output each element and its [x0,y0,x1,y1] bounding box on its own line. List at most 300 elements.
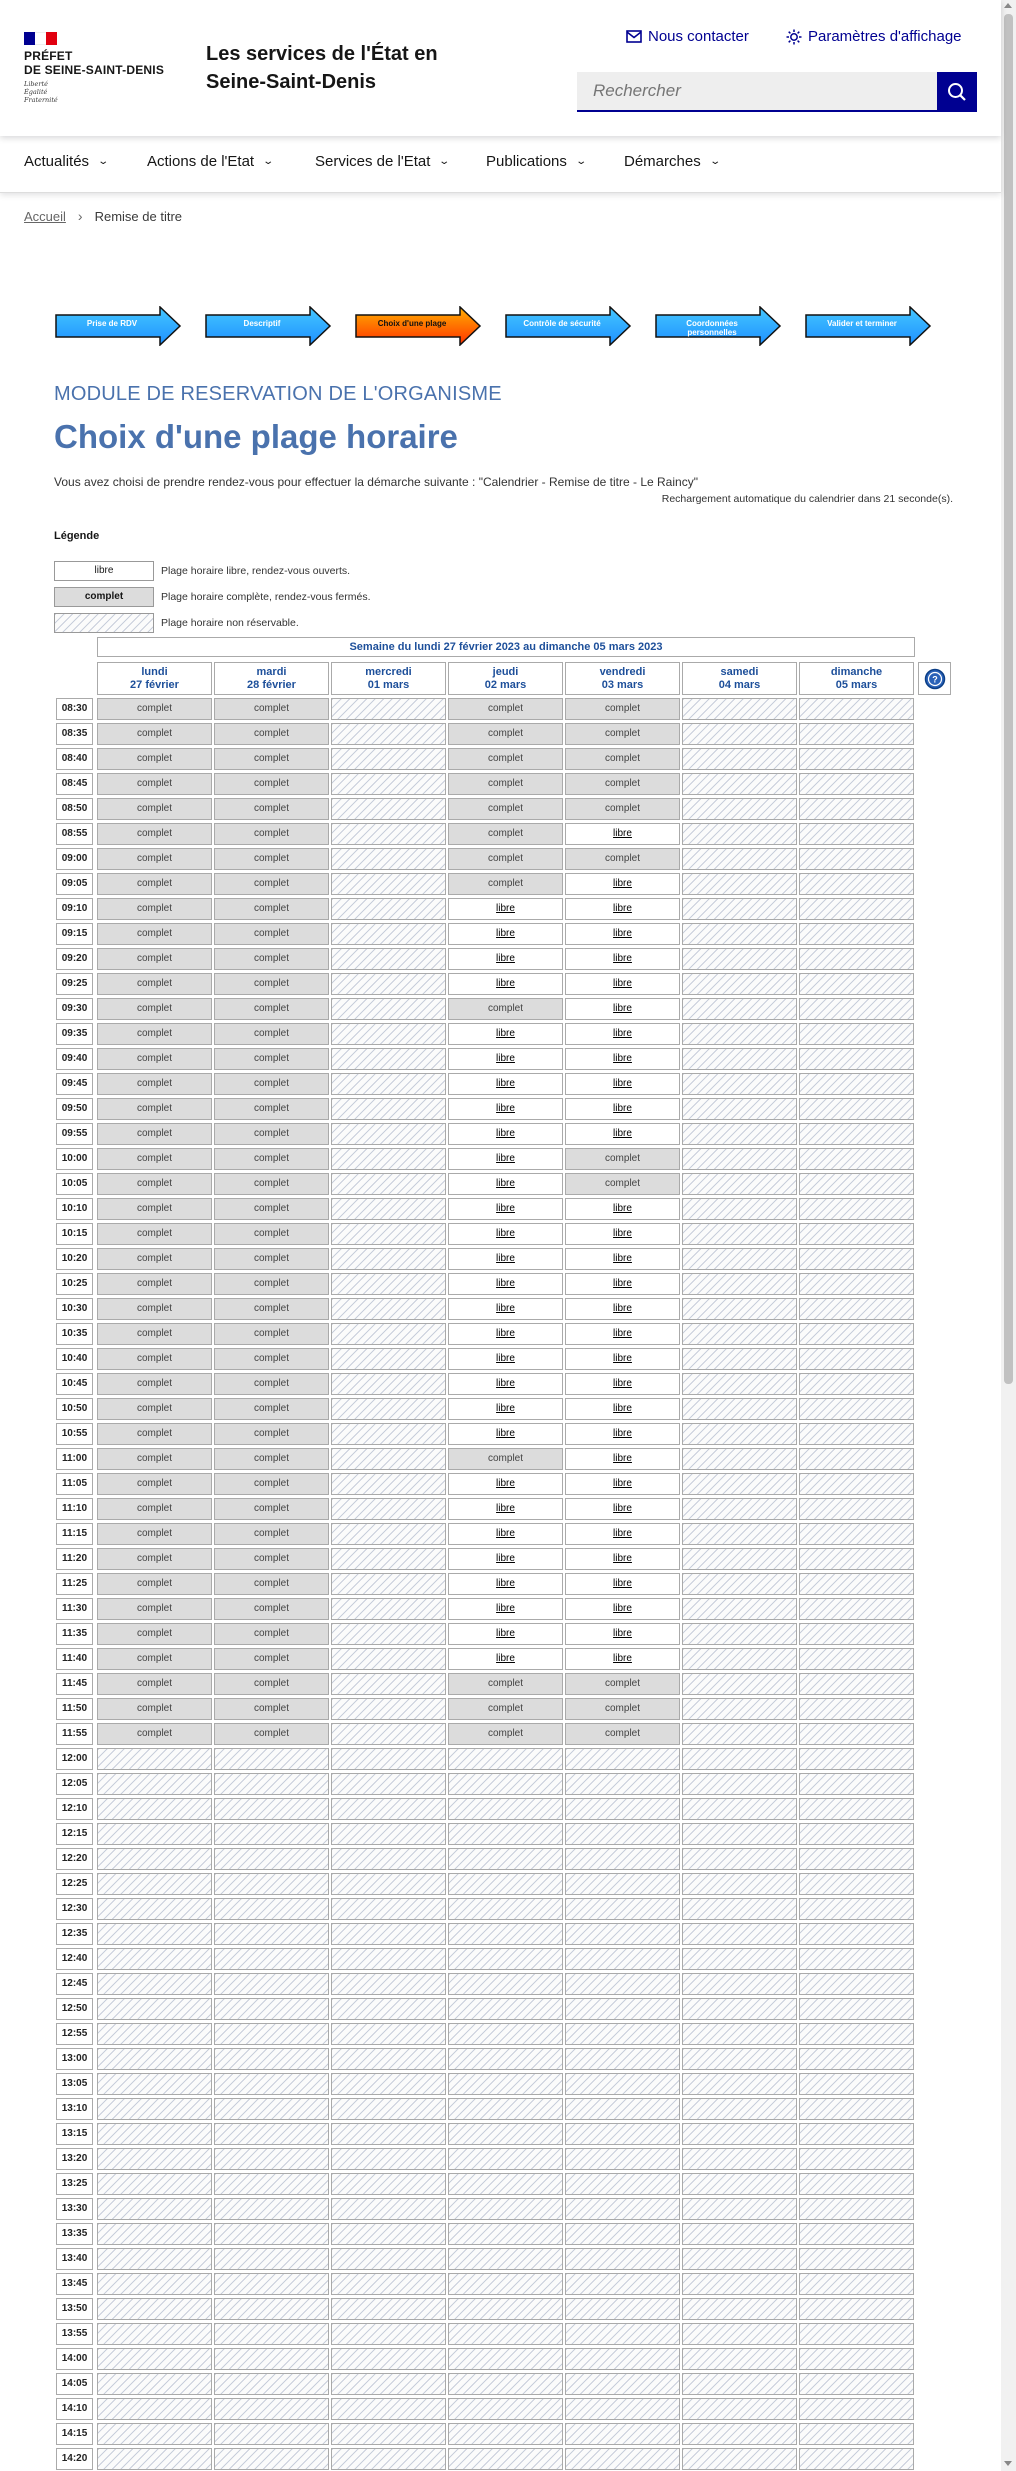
slot-full: complet [214,1448,329,1470]
slot-free-link[interactable]: libre [448,1473,563,1495]
chevron-down-icon: ⌄ [575,156,587,167]
slot-unavailable [682,1998,797,2020]
slot-unavailable [799,2448,914,2470]
slot-unavailable [448,2248,563,2270]
slot-unavailable [799,1398,914,1420]
slot-unavailable [799,2148,914,2170]
slot-unavailable [799,2273,914,2295]
time-label: 09:05 [56,873,93,895]
slot-free-link[interactable]: libre [448,1048,563,1070]
slot-unavailable [97,1873,212,1895]
slot-free-link[interactable]: libre [565,1648,680,1670]
slot-unavailable [331,1273,446,1295]
slot-unavailable [97,2098,212,2120]
slot-unavailable [682,1748,797,1770]
slot-unavailable [331,1223,446,1245]
slot-unavailable [799,923,914,945]
contact-link[interactable] [626,28,749,45]
slot-unavailable [682,2298,797,2320]
slot-unavailable [214,2298,329,2320]
slot-unavailable [682,723,797,745]
slot-unavailable [331,2098,446,2120]
time-label: 14:20 [56,2448,93,2470]
slot-unavailable [331,2123,446,2145]
time-label: 08:35 [56,723,93,745]
time-label: 10:35 [56,1323,93,1345]
slot-free-link[interactable]: libre [565,948,680,970]
prefecture-logo[interactable] [24,32,164,104]
slot-unavailable [565,1748,680,1770]
slot-unavailable [97,2223,212,2245]
slot-free-link[interactable]: libre [448,1623,563,1645]
slot-free-link[interactable]: libre [565,1423,680,1445]
search-icon [947,82,967,102]
time-label: 12:35 [56,1923,93,1945]
slot-unavailable [682,1873,797,1895]
slot-unavailable [682,748,797,770]
slot-free-link[interactable]: libre [565,898,680,920]
slot-unavailable [799,1523,914,1545]
slot-unavailable [682,1923,797,1945]
slot-unavailable [448,1998,563,2020]
slot-unavailable [799,2023,914,2045]
slot-unavailable [214,2423,329,2445]
slot-free-link[interactable]: libre [565,873,680,895]
nav-label: Démarches [624,153,701,170]
slot-free-link[interactable]: libre [448,1198,563,1220]
slot-full: complet [448,1448,563,1470]
display-settings-button[interactable] [786,28,962,45]
prefect-name [24,49,164,77]
slot-free-link[interactable]: libre [565,1498,680,1520]
slot-free-link[interactable]: libre [448,1373,563,1395]
slot-free-link[interactable]: libre [448,923,563,945]
scroll-down-arrow-icon[interactable] [1004,2461,1012,2466]
slot-full: complet [97,1023,212,1045]
step-4 [504,306,632,346]
slot-free-link[interactable]: libre [565,1298,680,1320]
slot-unavailable [331,1623,446,1645]
slot-free-link[interactable]: libre [448,1148,563,1170]
slot-unavailable [214,1998,329,2020]
slot-unavailable [214,1823,329,1845]
slot-unavailable [331,1473,446,1495]
slot-full: complet [214,848,329,870]
slot-unavailable [682,1273,797,1295]
slot-unavailable [331,1598,446,1620]
slot-full: complet [214,823,329,845]
slot-unavailable [682,973,797,995]
slot-unavailable [97,2173,212,2195]
slot-free-link[interactable]: libre [565,1248,680,1270]
slot-unavailable [799,1323,914,1345]
slot-unavailable [565,2073,680,2095]
slot-unavailable [448,2023,563,2045]
time-label: 13:15 [56,2123,93,2145]
slot-free-link[interactable]: libre [448,1323,563,1345]
slot-unavailable [331,2448,446,2470]
time-label: 10:00 [56,1148,93,1170]
slot-unavailable [565,2323,680,2345]
search-input[interactable] [577,72,937,112]
slot-free-link[interactable]: libre [565,1048,680,1070]
time-label: 09:50 [56,1098,93,1120]
slot-unavailable [214,2398,329,2420]
slot-full: complet [214,1548,329,1570]
nav-item-services-etat[interactable] [315,153,449,170]
slot-unavailable [799,1373,914,1395]
slot-full: complet [214,948,329,970]
slot-unavailable [97,2298,212,2320]
time-label: 09:15 [56,923,93,945]
time-label: 11:25 [56,1573,93,1595]
slot-full: complet [97,1548,212,1570]
slot-unavailable [331,1998,446,2020]
slot-unavailable [331,2323,446,2345]
slot-unavailable [799,2398,914,2420]
slot-full: complet [448,723,563,745]
slot-unavailable [331,1773,446,1795]
slot-free-link[interactable]: libre [565,823,680,845]
time-label: 13:50 [56,2298,93,2320]
time-label: 13:00 [56,2048,93,2070]
slot-unavailable [448,2148,563,2170]
slot-unavailable [97,1848,212,1870]
slot-full: complet [565,1673,680,1695]
slot-unavailable [682,1898,797,1920]
time-label: 11:15 [56,1523,93,1545]
slot-free-link[interactable]: libre [448,1548,563,1570]
chevron-down-icon: ⌄ [438,156,451,167]
slot-unavailable [799,2423,914,2445]
scrollbar-thumb[interactable] [1004,14,1013,1384]
slot-unavailable [682,2123,797,2145]
slot-free-link[interactable]: libre [565,1323,680,1345]
slot-unavailable [331,698,446,720]
slot-unavailable [448,2198,563,2220]
slot-unavailable [565,2373,680,2395]
slot-full: complet [97,1298,212,1320]
slot-full: complet [565,748,680,770]
slot-unavailable [682,1398,797,1420]
slot-free-link[interactable]: libre [565,973,680,995]
slot-free-link[interactable]: libre [565,1573,680,1595]
slot-full: complet [214,798,329,820]
slot-unavailable [331,1948,446,1970]
slot-free-link[interactable]: libre [565,1448,680,1470]
slot-full: complet [214,773,329,795]
chevron-down-icon: ⌄ [97,156,110,167]
slot-free-link[interactable]: libre [448,1223,563,1245]
slot-unavailable [799,1423,914,1445]
slot-unavailable [682,848,797,870]
slot-free-link[interactable]: libre [448,1598,563,1620]
time-label: 12:20 [56,1848,93,1870]
svg-text:?: ? [931,674,938,684]
slot-free-link[interactable]: libre [565,1348,680,1370]
slot-unavailable [448,1823,563,1845]
time-label: 12:55 [56,2023,93,2045]
slot-full: complet [448,998,563,1020]
slot-unavailable [799,973,914,995]
slot-unavailable [331,1698,446,1720]
slot-free-link[interactable]: libre [565,1273,680,1295]
slot-free-link[interactable]: libre [448,1423,563,1445]
slot-full: complet [214,1723,329,1745]
time-label: 09:55 [56,1123,93,1145]
slot-full: complet [97,1723,212,1745]
slot-unavailable [214,1798,329,1820]
slot-free-link[interactable]: libre [448,1248,563,1270]
slot-free-link[interactable]: libre [565,1198,680,1220]
slot-unavailable [682,2323,797,2345]
slot-full: complet [97,748,212,770]
slot-full: complet [214,1298,329,1320]
slot-full: complet [97,1223,212,1245]
slot-full: complet [448,698,563,720]
time-label: 12:25 [56,1873,93,1895]
step-label: Choix d'une plage [377,319,447,328]
time-label: 13:45 [56,2273,93,2295]
slot-unavailable [565,2123,680,2145]
slot-unavailable [565,2423,680,2445]
slot-unavailable [682,1973,797,1995]
slot-unavailable [682,1323,797,1345]
slot-unavailable [565,2298,680,2320]
time-label: 10:30 [56,1298,93,1320]
step-label: Prise de RDV [86,319,138,328]
slot-free-link[interactable]: libre [448,973,563,995]
slot-full: complet [97,1673,212,1695]
time-label: 11:30 [56,1598,93,1620]
help-icon [924,668,946,690]
slot-unavailable [682,2448,797,2470]
slot-full: complet [97,823,212,845]
slot-unavailable [682,1648,797,1670]
slot-unavailable [682,1148,797,1170]
slot-free-link[interactable]: libre [565,998,680,1020]
slot-unavailable [214,1948,329,1970]
slot-unavailable [682,898,797,920]
step-label: Coordonnées personnelles [686,319,738,337]
slot-full: complet [214,1123,329,1145]
slot-free-link[interactable]: libre [565,1223,680,1245]
slot-unavailable [448,2298,563,2320]
slot-free-link[interactable]: libre [565,1598,680,1620]
slot-unavailable [97,2123,212,2145]
slot-free-link[interactable]: libre [448,1023,563,1045]
slot-free-link[interactable]: libre [448,1073,563,1095]
slot-full: complet [97,1148,212,1170]
time-label: 11:05 [56,1473,93,1495]
slot-unavailable [799,1448,914,1470]
slot-free-link[interactable]: libre [448,1648,563,1670]
slot-free-link[interactable]: libre [565,1523,680,1545]
slot-free-link[interactable]: libre [565,1023,680,1045]
slot-unavailable [214,2348,329,2370]
slot-free-link[interactable]: libre [448,1298,563,1320]
time-label: 11:20 [56,1548,93,1570]
slot-full: complet [97,1473,212,1495]
slot-unavailable [799,1223,914,1245]
slot-unavailable [799,898,914,920]
slot-unavailable [682,698,797,720]
slot-unavailable [97,2248,212,2270]
slot-free-link[interactable]: libre [448,1573,563,1595]
slot-full: complet [97,998,212,1020]
slot-full: complet [97,923,212,945]
slot-free-link[interactable]: libre [565,1373,680,1395]
slot-unavailable [448,2223,563,2245]
slot-unavailable [331,2373,446,2395]
slot-full: complet [97,1173,212,1195]
slot-unavailable [565,2173,680,2195]
slot-unavailable [214,2023,329,2045]
slot-unavailable [97,2423,212,2445]
time-label: 12:15 [56,1823,93,1845]
time-label: 09:35 [56,1023,93,1045]
slot-free-link[interactable]: libre [448,1123,563,1145]
slot-full: complet [565,1723,680,1745]
slot-unavailable [799,1073,914,1095]
slot-unavailable [331,1723,446,1745]
time-label: 10:50 [56,1398,93,1420]
slot-unavailable [448,2173,563,2195]
slot-unavailable [682,873,797,895]
step-1 [54,306,182,346]
slot-unavailable [97,2348,212,2370]
slot-free-link[interactable]: libre [565,1548,680,1570]
slot-unavailable [565,2248,680,2270]
time-label: 10:15 [56,1223,93,1245]
slot-unavailable [331,1823,446,1845]
nav-item-actualites[interactable] [24,153,110,170]
slot-full: complet [214,1373,329,1395]
slot-full: complet [97,1273,212,1295]
slot-full: complet [214,748,329,770]
slot-full: complet [97,1523,212,1545]
slot-full: complet [565,773,680,795]
slot-unavailable [682,2273,797,2295]
slot-full: complet [565,1148,680,1170]
legend-title: Légende [54,530,100,542]
slot-free-link[interactable]: libre [448,1273,563,1295]
slot-unavailable [331,1373,446,1395]
slot-unavailable [565,1948,680,1970]
slot-free-link[interactable]: libre [565,1623,680,1645]
slot-free-link[interactable]: libre [565,1473,680,1495]
slot-free-link[interactable]: libre [448,948,563,970]
slot-free-link[interactable]: libre [565,1073,680,1095]
slot-unavailable [448,1898,563,1920]
slot-free-link[interactable]: libre [448,1398,563,1420]
slot-unavailable [97,1773,212,1795]
slot-unavailable [682,1123,797,1145]
slot-free-link[interactable]: libre [565,923,680,945]
slot-unavailable [331,1198,446,1220]
slot-full: complet [97,1348,212,1370]
step-3 [354,306,482,346]
slot-free-link[interactable]: libre [448,1498,563,1520]
slot-unavailable [799,2073,914,2095]
scroll-up-arrow-icon[interactable] [1004,3,1012,8]
chevron-down-icon: ⌄ [262,156,275,167]
slot-unavailable [799,1473,914,1495]
nav-item-demarches[interactable] [624,153,719,170]
time-label: 10:05 [56,1173,93,1195]
breadcrumb-home-link[interactable]: Accueil [24,208,66,224]
slot-unavailable [448,2073,563,2095]
slot-unavailable [565,2048,680,2070]
slot-full: complet [214,1598,329,1620]
slot-free-link[interactable]: libre [448,1098,563,1120]
slot-free-link[interactable]: libre [565,1098,680,1120]
breadcrumb-current: Remise de titre [94,208,183,224]
slot-unavailable [448,1773,563,1795]
slot-unavailable [448,2423,563,2445]
slot-full: complet [214,723,329,745]
slot-unavailable [214,2048,329,2070]
nav-label: Publications [486,153,567,170]
slot-full: complet [214,1498,329,1520]
slot-unavailable [799,1498,914,1520]
slot-unavailable [331,1898,446,1920]
slot-full: complet [97,1623,212,1645]
slot-full: complet [214,973,329,995]
slot-free-link[interactable]: libre [565,1398,680,1420]
slot-free-link[interactable]: libre [448,1173,563,1195]
nav-item-publications[interactable] [486,153,585,170]
slot-unavailable [214,2273,329,2295]
slot-unavailable [97,1973,212,1995]
slot-full: complet [214,1048,329,1070]
day-header-lundi [97,662,212,695]
nav-item-actions-etat[interactable] [147,153,275,170]
time-label: 09:25 [56,973,93,995]
slot-unavailable [331,873,446,895]
time-label: 12:50 [56,1998,93,2020]
time-label: 13:20 [56,2148,93,2170]
slot-free-link[interactable]: libre [448,1523,563,1545]
motto-fraternite: Fraternité [24,96,58,104]
slot-unavailable [682,1823,797,1845]
slot-unavailable [214,2223,329,2245]
slot-full: complet [214,898,329,920]
slot-free-link[interactable]: libre [448,898,563,920]
slot-unavailable [97,2023,212,2045]
page-scrollbar[interactable] [1001,0,1016,2471]
time-label: 13:25 [56,2173,93,2195]
slot-full: complet [214,1648,329,1670]
slot-unavailable [331,2423,446,2445]
slot-unavailable [214,2148,329,2170]
slot-full: complet [97,1648,212,1670]
slot-unavailable [97,1948,212,1970]
search-button[interactable] [937,72,977,112]
help-button[interactable] [918,662,951,695]
slot-free-link[interactable]: libre [565,1123,680,1145]
slot-unavailable [682,923,797,945]
slot-free-link[interactable]: libre [448,1348,563,1370]
time-label: 08:45 [56,773,93,795]
site-title[interactable]: Les services de l'État en Seine-Saint-Denis [206,43,438,93]
slot-unavailable [331,1023,446,1045]
slot-unavailable [97,2048,212,2070]
slot-unavailable [682,1623,797,1645]
slot-unavailable [799,1273,914,1295]
slot-full: complet [565,723,680,745]
slot-unavailable [682,1048,797,1070]
